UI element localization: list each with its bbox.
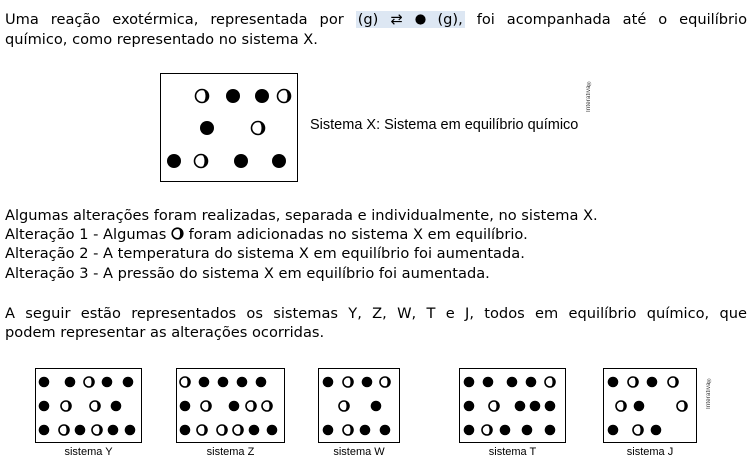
filled-circle-icon — [180, 425, 191, 436]
filled-circle-icon — [515, 401, 526, 412]
filled-circle-icon — [323, 425, 334, 436]
changes-intro: Algumas alterações foram realizadas, separada e individualmente, no sistema X. — [5, 207, 598, 224]
open-half-circle-icon — [628, 377, 638, 387]
filled-circle-icon — [415, 14, 426, 25]
filled-circle-icon — [545, 401, 556, 412]
filled-circle-icon — [229, 401, 240, 412]
system-x-watermark: Interativa® — [586, 79, 592, 112]
system-j-box — [603, 368, 697, 443]
open-half-circle-icon — [201, 401, 211, 411]
filled-circle-icon — [483, 377, 494, 388]
filled-circle-icon — [267, 425, 278, 436]
filled-circle-icon — [647, 377, 658, 388]
open-half-circle-icon — [180, 377, 190, 387]
filled-circle-icon — [237, 377, 248, 388]
open-half-circle-icon — [197, 425, 207, 435]
intro-text-before: Uma reação exotérmica, representada por — [5, 11, 344, 28]
filled-circle-icon — [255, 89, 269, 103]
open-half-circle-icon — [252, 122, 265, 135]
open-half-circle-icon — [92, 425, 102, 435]
filled-circle-icon — [111, 401, 122, 412]
open-half-circle-icon — [196, 90, 209, 103]
system-w-label: sistema W — [333, 446, 385, 458]
filled-circle-icon — [272, 154, 286, 168]
intro-line-2: químico, como representado no sistema X. — [5, 31, 318, 48]
equation-reactant-state: (g) — [357, 11, 379, 28]
open-half-circle-icon — [489, 401, 499, 411]
alteration-3: Alteração 3 - A pressão do sistema X em equilíbrio foi aumentada. — [5, 265, 490, 282]
filled-circle-icon — [464, 425, 475, 436]
filled-circle-icon — [226, 89, 240, 103]
open-half-circle-icon — [84, 377, 94, 387]
filled-circle-icon — [234, 154, 248, 168]
filled-circle-icon — [608, 377, 619, 388]
filled-circle-icon — [167, 154, 181, 168]
open-half-circle-icon — [90, 401, 100, 411]
system-j-molecules — [604, 369, 695, 441]
system-x-caption: Sistema X: Sistema em equilíbrio químico — [310, 117, 579, 133]
equation-product-state: (g), — [437, 11, 463, 28]
open-half-circle-icon — [233, 425, 243, 435]
open-half-circle-icon — [171, 227, 184, 240]
system-x-box — [160, 73, 298, 182]
filled-circle-icon — [500, 425, 511, 436]
system-z-molecules — [177, 369, 283, 441]
filled-circle-icon — [651, 425, 662, 436]
open-half-circle-icon — [343, 425, 353, 435]
open-half-circle-icon — [380, 377, 390, 387]
system-t-box — [459, 368, 566, 443]
filled-circle-icon — [608, 425, 619, 436]
systems-watermark: Interativa® — [706, 376, 712, 409]
alteration-2: Alteração 2 - A temperatura do sistema X em equilíbrio foi aumentada. — [5, 245, 525, 262]
system-x-molecules — [161, 74, 296, 180]
system-y-box — [35, 368, 142, 443]
filled-circle-icon — [464, 377, 475, 388]
followup-line-1: A seguir estão representados os sistemas Y, Z, W, T e J, todos em equilíbrio químico, que — [5, 305, 747, 322]
system-w-box — [318, 368, 400, 443]
system-z-label: sistema Z — [206, 446, 255, 458]
open-half-circle-icon — [545, 377, 555, 387]
system-t-molecules — [460, 369, 564, 441]
alteration-1 — [5, 225, 747, 244]
filled-circle-icon — [39, 377, 50, 388]
filled-circle-icon — [362, 377, 373, 388]
filled-circle-icon — [507, 377, 518, 388]
system-y-label: sistema Y — [64, 446, 113, 458]
open-half-circle-icon — [482, 425, 492, 435]
filled-circle-icon — [522, 425, 533, 436]
filled-circle-icon — [218, 377, 229, 388]
filled-circle-icon — [39, 401, 50, 412]
filled-circle-icon — [526, 377, 537, 388]
filled-circle-icon — [380, 425, 391, 436]
open-half-circle-icon — [246, 401, 256, 411]
filled-circle-icon — [75, 425, 86, 436]
filled-circle-icon — [371, 401, 382, 412]
open-half-circle-icon — [668, 377, 678, 387]
filled-circle-icon — [102, 377, 113, 388]
filled-circle-icon — [200, 121, 214, 135]
system-j-label: sistema J — [626, 446, 674, 458]
open-half-circle-icon — [616, 401, 626, 411]
intro-text-after: foi acompanhada até o equilíbrio — [476, 11, 748, 28]
filled-circle-icon — [123, 377, 134, 388]
filled-circle-icon — [545, 425, 556, 436]
open-half-circle-icon — [343, 377, 353, 387]
system-w-molecules — [319, 369, 398, 441]
equation-highlight — [356, 11, 465, 28]
open-half-circle-icon — [61, 401, 71, 411]
open-half-circle-icon — [339, 401, 349, 411]
open-half-circle-icon — [217, 425, 227, 435]
system-t-label: sistema T — [488, 446, 537, 458]
filled-circle-icon — [108, 425, 119, 436]
filled-circle-icon — [464, 401, 475, 412]
filled-circle-icon — [65, 377, 76, 388]
filled-circle-icon — [323, 377, 334, 388]
filled-circle-icon — [180, 401, 191, 412]
filled-circle-icon — [249, 425, 260, 436]
filled-circle-icon — [634, 401, 645, 412]
equilibrium-arrow-icon: ⇄ — [390, 11, 403, 28]
alteration-1-text-before: Alteração 1 - Algumas — [5, 226, 167, 243]
filled-circle-icon — [199, 377, 210, 388]
system-z-box — [176, 368, 285, 443]
open-half-circle-icon — [278, 90, 291, 103]
open-half-circle-icon — [195, 155, 208, 168]
filled-circle-icon — [125, 425, 136, 436]
filled-circle-icon — [530, 401, 541, 412]
followup-line-2: podem representar as alterações ocorridas. — [5, 324, 325, 341]
open-half-circle-icon — [262, 401, 272, 411]
intro-line-1 — [5, 10, 747, 29]
alteration-1-text-after: foram adicionadas no sistema X em equilíbrio. — [188, 226, 528, 243]
open-half-circle-icon — [59, 425, 69, 435]
filled-circle-icon — [39, 425, 50, 436]
filled-circle-icon — [360, 425, 371, 436]
filled-circle-icon — [256, 377, 267, 388]
open-half-circle-icon — [633, 425, 643, 435]
system-y-molecules — [36, 369, 140, 441]
open-half-circle-icon — [677, 401, 687, 411]
